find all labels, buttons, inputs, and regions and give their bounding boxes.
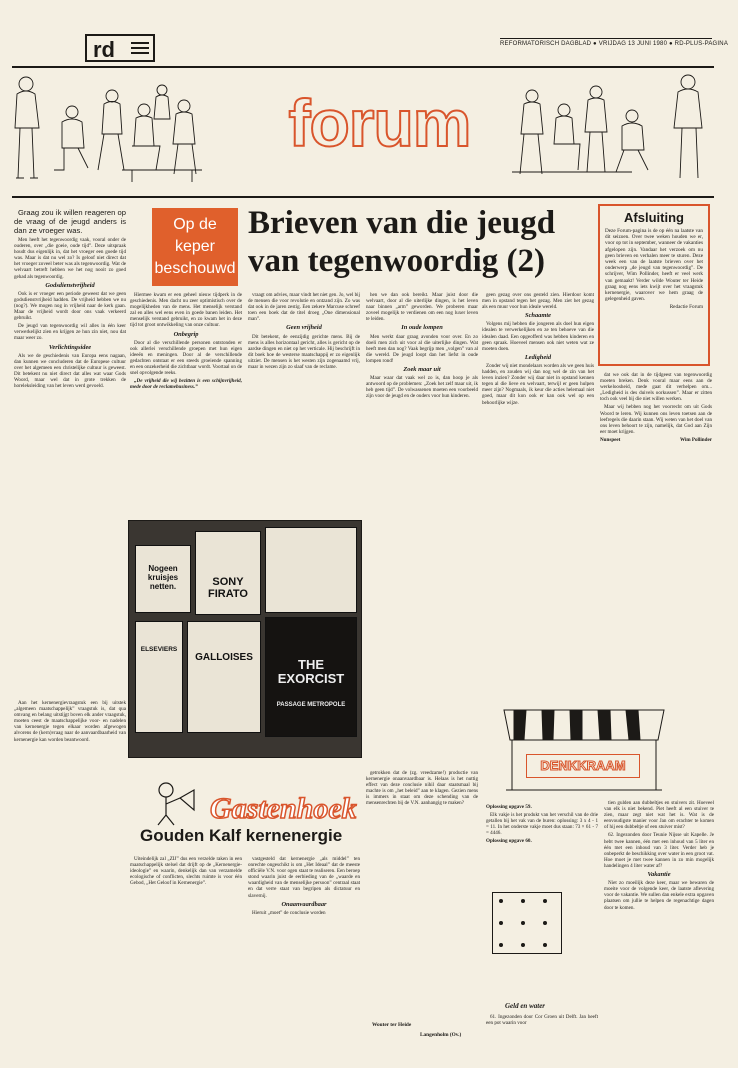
afsluiting-signature: Redactie Forum: [669, 304, 703, 311]
subheading: Geen vrijheid: [286, 324, 322, 332]
puzzle-61: 61. Ingezonden door Cor Groen uit Delft. Jan heeft een pot waarin voor: [486, 1014, 598, 1027]
megaphone-figure-icon: [150, 778, 206, 826]
afsluiting-body: Deze Forum-pagina is de op één na laatste van dit seizoen. Over twee weken houden we er, voor op tot in september, wanneer de vakanties afgelopen zijn. Vandaar het verzoek om nu geen brieven en verhalen meer te sturen. Deze week een van de laatste brieven over het onderwerp „de jeugd van tegenwoordig”. De schrijver, Wim Pollinder, heeft er veel werk van gemaakt! Verder wilde Wouter ter Heide graag nog eens iets kwijt over het vraagstuk kernenergie, waarover we hem graag de gelegenheid gaven.: [605, 228, 703, 303]
poster: THE EXORCIST PASSAGE METROPOLE: [265, 617, 357, 737]
puzzle-grid: [492, 892, 562, 954]
column-last: tien gulden aan dubbeltjes en stuivers zit. Hoeveel van elk is niet bekend. Piet heeft al een stuiver te zien, maar zegt niet wat het is. Wat is de eenvoudigste manier voor Jan om erachter te komen of hij een dubbeltje of een stuiver mist? 62. Ingezonden door Teunie Nijsse uit Kapelle. Je hebt twee kannen, één met een inhoud van 5 liter en één met een inhoud van 3 liter. Verder heb je onbeperkt de beschikking over water in een groot vat. Hoe moet je met twee kannen in zo min mogelijk handelingen 4 liter water af? Vakantie Niet zo moeilijk deze keer, maar we bewaren de moeite voor de volgende keer, de laatste aflevering voor de vakantie. We sullen dan enkele extra opgaven plaatsen om jullie te helpen de regenachtige dagen door te komen.: [604, 800, 714, 911]
poster: GALLOISES: [187, 621, 261, 733]
puzzle-solutions: Oplossing opgave 59. Elk vakje is het produkt van het verschil van de drie getallen bij het vak van de buren: oplossing: 3 x 4 - 1 = 11. In het onderste vakje moet dus staan: 73 × 61 - 7 = 4446. Oplossing opgave 60.: [486, 804, 598, 845]
subheading: Ledigheid: [524, 353, 552, 361]
subheading: Onaanvaardbaar: [281, 900, 327, 908]
logo-bars-icon: [131, 42, 149, 57]
denkkraam-title: DENKKRAAM: [526, 754, 640, 778]
kicker-box: Op de keper beschouwd: [152, 208, 238, 286]
column-6: dat we ook dat in de tijdgeest van tegenwoordig moeten breken. Denk vooral maar eens aan de werkeloosheid, mede gaat dit verhelpen om... „Ledigheid is des duivels oorkussen”. Maar er zitten toch ook veel bij die niet willen werken. Maar wij hebben nog het voorrecht om uit Gods Woord te leren. Wij kunnen ons leven toetsen aan de leefregels die daarin staan. Wij weten van het doel van ons leven behoort te zijn, namelijk, dat God aan Zijn eer moet krijgen. Nunspeet Wim Pollinder: [600, 372, 712, 443]
subheading: Verlichtingsidee: [48, 343, 92, 351]
forum-banner: [12, 70, 714, 192]
subheading: Vakantie: [647, 871, 671, 879]
poster: SONY FIRATO: [195, 531, 261, 615]
afsluiting-title: Afsluiting: [624, 210, 684, 225]
divider: [12, 196, 714, 198]
column-left-lower: Aan het kernenergievraagstuk een bij uitstek „algemeen maatschappelijk” vraagstuk is, dat qua omvang en belang uitstijgt boven elk ander vraagstuk, moeten ceest de maatschappelijke voor- en nadelen van kernenergie tegen elkaar worden afgewogen alvorens de (kern)vraag naar de aanvaardbaarheid van kernenergie kan worden beantwoord.: [14, 700, 126, 743]
pull-quote: „De vrijheid die wij bezitten is een schijnvrijheid, mede door de reclamebusiness.”: [130, 378, 242, 391]
header-line: REFORMATORISCH DAGBLAD ● VRIJDAG 13 JUNI 1980 ● RD-PLUS-PAGINA: [500, 38, 712, 47]
column-5: geen gezag over ons gesteld zien. Hierdoor komt men in opstand tegen het gezag. Men ziet het gezag als een muur voor hun ideale wereld. Schaamte Volgens mij hebben die jongeren als doel hun eigen idealen te verwerkelijken en ze ten behoeve van die idealen daad. Een opgeofferd was hebben kinderen en geen spraak. Hoeveel mensen ook niet weten wat ze moeten doen. Ledigheid Zonder wij niet mondelaars worden als we geen huis hadden, en zouden wij dan nog wel de zin van het leven inzien? Zonder wij daar niet in opstand kennen tegen al die lieve en welvaart, terwijl er geen hulpen meer zijn? Nogmaals, ik keur die acties helemaal niet goed, maar dit kon ook er kan ook wel op een behoorlijke wijze.: [482, 292, 594, 406]
column-g2: vastgesteld dat kernenergie „als middel” ten onrechte ongeschikt is om „Het Ideaal” dat de meeste officiële V.N. voor ogen staat te realiseren. Een beroep stond waarin juist de eerbieding van de „waarde en waardigheid van de menselijke persoon” centraal staat en dat verre staat van begripen als dictatuur en slavernij. Onaanvaardbaar Hieruit „moet” de conclusie worden: [248, 856, 360, 916]
afsluiting-box: [598, 204, 710, 366]
subheading: Onbegrip: [173, 330, 199, 338]
column-2: Hiermee kwam er een geheel nieuw tijdperk in de geschiedenis. Men dacht nu zeer optimistisch over de mogelijkheden van de mens. Het menselijk verstand zal en alles wel eens even in goede banen leiden. Het menselijk verstand gebruikt, en zo kwam het in deze tijd tot groot ontwikkeling van onze cultuur. Onbegrip Door al die verschillende personen ontstonden er ook allerlei verschillende groepen met hun eigen ideeën en meningen. Door al de verschillende gedachten ontstaat er een steeds groeiende spanning en een onzekerheid die zichtbaar wordt. Voortaal on de snel opvolgende reeks. „De vrijheid die wij bezitten is een schijnvrijheid, mede door de reclamebusiness.”: [130, 292, 242, 391]
column-3: vraagt om advies, maar vindt het niet gen. Jo, wel bij de mensen die voor revolutie en ontzand zijn. Zo was dat ook in de jaren zestig. Een zekere Marcuse schreef toen een boek dat de titel droeg „One dimensional man”. Geen vrijheid Dit betekent, de eenzijdig gerichte mens. Bij de mens is alles horizontaal gericht, alles is gericht op de aardse dingen en niet op het verticale. Hij beschrijft in dit boek hoe de westerse maatschappij er zo eigenlijk uitziet. De mensen is het westen zijn zogenaamd vrij, maar in wezen zijn zo slaaf van de reclame.: [248, 292, 360, 371]
poster: ELSEVIERS: [135, 621, 183, 733]
geld-en-water-title: Geld en water: [504, 1002, 546, 1010]
subheading: In oude lompen: [401, 324, 443, 332]
forum-title: forum: [288, 86, 471, 160]
signature-line: Nunspeet Wim Pollinder: [600, 436, 712, 443]
billboard-photo: [128, 520, 362, 758]
denkkraam-illustration: [500, 700, 668, 796]
poster: Nogeen kruisjes netten.: [135, 545, 191, 613]
subheading: Godsdienstvrijheid: [45, 281, 95, 289]
lead-paragraph: Graag zou ik willen reageren op de vraag of de jeugd anders is dan ze vroeger was.: [14, 208, 126, 235]
author-name: Wouter ter Heide: [372, 1022, 412, 1028]
column-4: hen we dan ook bereikt. Maar juist door die welvaart, door al die uiterlijke dingen, is het leven naar binnen „arm” geworden. We proberen maar zoveel mogelijk te verdienen om een nog luxer leven te leiden. In oude lompen Men werkt daar graag avonden voor over. En zo doeli men zich uit voor al die uiterlijke dingen. Wat heeft men dan nog? Vaak begrijp men „volgen” van al die wereld. De jeugd loopt dan het liefst in oude lompen rond! Zoek maar uit Maar waar dat vaak wel zo is, dan hoop je als antwoord op de problemen: „Zoek het zelf maar uit, ik heb geen tijd”. De volwassenen moeten een voorbeeld zijn voor de jeugd en de ouders voor hun kinderen.: [366, 292, 478, 400]
author-place: Langenholm (Ov.): [420, 1032, 462, 1038]
column-g3: getrokken dat de (zg. vreedzame!) productie van kernenergie onaanvaardbaar is. Helaas is het nuttig effect van deze conclusie nihil daar staatsmaal bij machte is om „het beleid” aan te klagen. Gezien mens is immers in staat om deze schending van de mensenrechten bij de V.N. aanhangig te maken?: [366, 770, 478, 807]
subheading: Schaamte: [525, 312, 551, 320]
column-left: Graag zou ik willen reageren op de vraag of de jeugd anders is dan ze vroeger was. Men heeft het tegenwoordig vaak, vooral onder de ouderen, over „die goeie, oude tijd”. Deze uitspraak houdt dus eigenlijk in, dat het vroeger een goede tijd was. Maar is dat nu wel zo? Is geloof niet direct dat het vroeger zoveel beter was als tegenwoordig. Wat de welvaart betreft hebben we het nog nooit zo goed gehad als tegenwoordig. Godsdienstvrijheid Ook is er vroeger een periode geweest dat we geen godsdienstvrijheid hadden. De vrijheid hebben we nu (nog?). We mogen nog in vrijheid naar de kerk gaan. Maar de vrijheid wordt door ons vaak verkeerd gebruikt. De jeugd van tegenwoordig wil alles in één keer verwerkelijkt zien en krijgen ze hun zin niet, nou dat maar weer zo. Verlichtingsidee Als we de geschiedenis van Europa eens nagaan, dan kunnen we concluderen dat de Europese cultuur over het algemeen een christelijke cultuur is geweest. Dit betekent nu niet direct dat alles wat waar Gods Woord, maar wel dat in grote trekken de horeleksleiding van het leven werd gevoeld.: [14, 208, 126, 390]
poster: [265, 527, 357, 613]
subheading: Zoek maar uit: [403, 366, 441, 374]
article-headline: Brieven van die jeugd van tegenwoordig (2): [248, 205, 556, 279]
gastenhoek-headline: Gouden Kalf kernenergie: [140, 826, 343, 845]
divider: [12, 66, 714, 68]
column-g1: Uiteindelijk zal „ZIJ” dus een verzelde raken in een maatschappelijk stelsel dat drijft op de „Kernenergie-ideologie” en waarin, denkelijk dan van verzamelde ecologische of conflicten, slechts ruimte is voor één Gebod, „Het Geloof in Kernenergie”.: [130, 856, 242, 887]
market-stall-icon: [500, 700, 668, 796]
gastenhoek-title: Gastenhoek: [210, 792, 357, 825]
rd-logo: rd: [85, 34, 155, 62]
